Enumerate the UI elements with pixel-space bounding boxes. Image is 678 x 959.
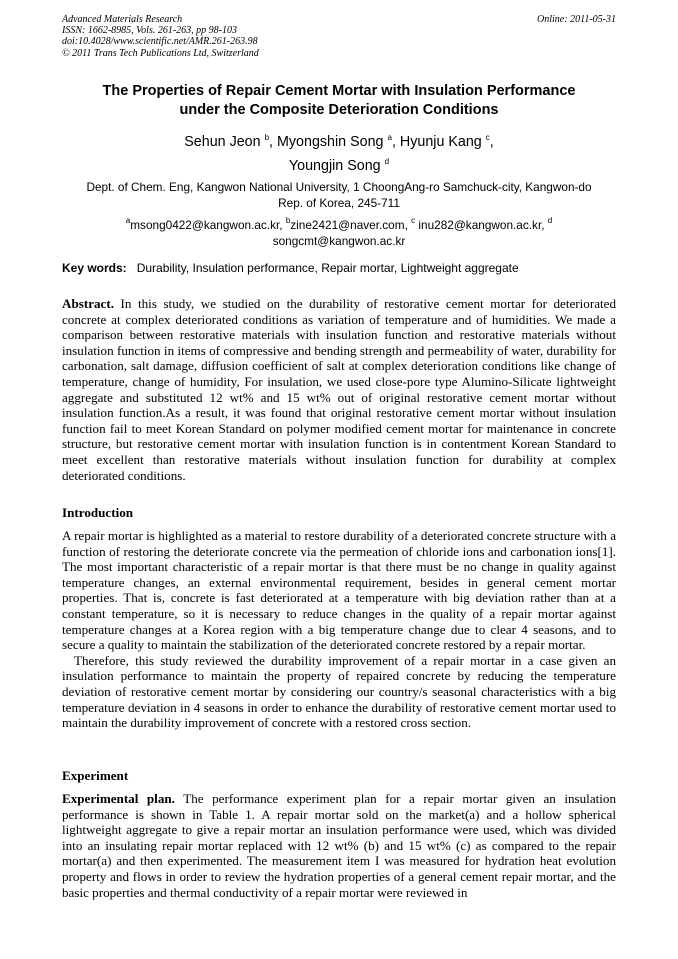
copyright-line: © 2011 Trans Tech Publications Ltd, Switzerland	[62, 47, 259, 59]
title-line-1: The Properties of Repair Cement Mortar with Insulation Performance	[102, 83, 576, 99]
paper-title	[62, 82, 616, 119]
affiliation-line-1: Dept. of Chem. Eng, Kangwon National University, 1 ChoongAng-ro Samchuck-city, Kangwon-do	[86, 180, 592, 194]
email-mark: c	[411, 216, 416, 225]
email-list	[62, 218, 616, 249]
abstract	[62, 296, 616, 483]
authors-line-1: Sehun Jeon $^b$, Myongshin Song $^a$, Hyunju Kang $^c$,	[184, 133, 494, 150]
introduction-body	[62, 528, 616, 731]
section-heading-introduction: Introduction	[62, 505, 134, 520]
abstract-label: Abstract.	[62, 296, 114, 311]
email-mark: a	[125, 216, 131, 225]
section-heading-experiment: Experiment	[62, 768, 129, 783]
experimental-plan-label: Experimental plan.	[62, 791, 175, 806]
author-affil-mark: c	[485, 133, 490, 142]
email-link[interactable]: zine2421@naver.com,	[290, 218, 408, 232]
author-name: Sehun Jeon	[184, 134, 261, 150]
emails-line-1	[62, 218, 616, 234]
email-mark: b	[285, 216, 291, 225]
author-affil-mark: a	[387, 133, 392, 142]
online-date: Online: 2011-05-31	[537, 14, 616, 25]
authors-line-2	[62, 154, 616, 178]
emails-line-2	[62, 234, 616, 250]
author-name: Myongshin Song	[276, 134, 384, 150]
keywords	[62, 261, 622, 276]
email-link[interactable]: msong0422@kangwon.ac.kr,	[130, 218, 283, 232]
keywords-label: Key words:	[62, 261, 127, 275]
keywords-text: Durability, Insulation performance, Repair mortar, Lightweight aggregate	[136, 261, 519, 275]
author-list	[62, 130, 616, 178]
author-name: Hyunju Kang	[399, 134, 482, 150]
experiment-text: The performance experiment plan for a repair mortar given an insulation performance is shown in Table 1. A repair mortar sold on the market(a) and a hollow spherical lightweight aggregate to give a repair mortar an insulation performance were used, which was divided into an insulating repair mortar replaced with 12 wt% (b) and 15 wt% (c) as compared to the repair mortar(a) and then experimented. The measurement item I was measured for hydration heat evolution property and flows in order to review the hydration properties of a general cement repair mortar, and the basic properties and thermal conductivity of a repair mortar were reviewed in	[62, 791, 616, 900]
experiment-body	[62, 791, 616, 900]
doi-line: doi:10.4028/www.scientific.net/AMR.261-263.98	[62, 36, 258, 48]
author-affil-mark: b	[264, 133, 270, 142]
issn-line: ISSN: 1662-8985, Vols. 261-263, pp 98-103	[62, 25, 237, 37]
affiliation	[62, 180, 616, 211]
journal-name: Advanced Materials Research	[62, 14, 183, 25]
author-name: Youngjin Song	[288, 158, 381, 174]
email-link[interactable]: inu282@kangwon.ac.kr,	[418, 218, 545, 232]
journal-header	[62, 14, 616, 59]
title-line-2: under the Composite Deterioration Conditions	[179, 101, 499, 118]
abstract-text: In this study, we studied on the durability of restorative cement mortar for deteriorated concrete at complex deteriorated conditions as variation of temperature and of humidities. We made a comparison between restorative materials with insulation function and restorative materials without insulation function in items of compressive and bending strength and permeability of water, durability for carbonation, salt damage, diffusion coefficient of salt at complex deterioration conditions like change of temperature, change of humidity, For insulation, we used close-pore type Alumino-Silicate lightweight aggregate and substituted 12 wt% and 15 wt% out of original restorative cement mortar without insulation function.As a result, it was found that original restorative cement mortar without insulation function fail to meet Korean Standard on polymer modified cement mortar for maintenance in concrete structure, but restorative cement mortar with insulation function is in contentment Korean Standard to meet excellent than restorative materials without insulation function for durability at complex deteriorated conditions.	[62, 296, 616, 483]
affiliation-line-2: Rep. of Korea, 245-711	[278, 195, 400, 210]
email-link[interactable]: songcmt@kangwon.ac.kr	[272, 233, 406, 248]
email-mark: d	[547, 216, 553, 225]
author-affil-mark: d	[384, 157, 390, 166]
intro-paragraph-2: Therefore, this study reviewed the durability improvement of a repair mortar in a case given an insulation performance to maintain the property of repaired concrete by reducing the temperature deviation of restorative cement mortar by considering our country/s seasonal characteristics with a big temperature deviation in 4 seasons in order to enhance the durability of restorative cement mortar used to maintain the durability improvement of concrete with a restored cross section.	[62, 652, 616, 731]
intro-paragraph-1: A repair mortar is highlighted as a material to restore durability of a deteriorated concrete structure with a function of restoring the deteriorate concrete via the permeation of chloride ions and carbonation ions[1]. The most important characteristic of a repair mortar is that there must be no change in quality against temperature changes, an external environmental requirement, besides in general cement mortar properties. That is, concrete is fast deteriorated at a temperature with big deviation rather than at a constant temperature, so it is necessary to reduce changes in the quality of a repair mortar against temperature changes at a Korea region with a big temperature change due to clear 4 seasons, and to secure a quality to maintain the stabilization of the deteriorated concrete restored by a repair mortar.	[62, 528, 616, 653]
